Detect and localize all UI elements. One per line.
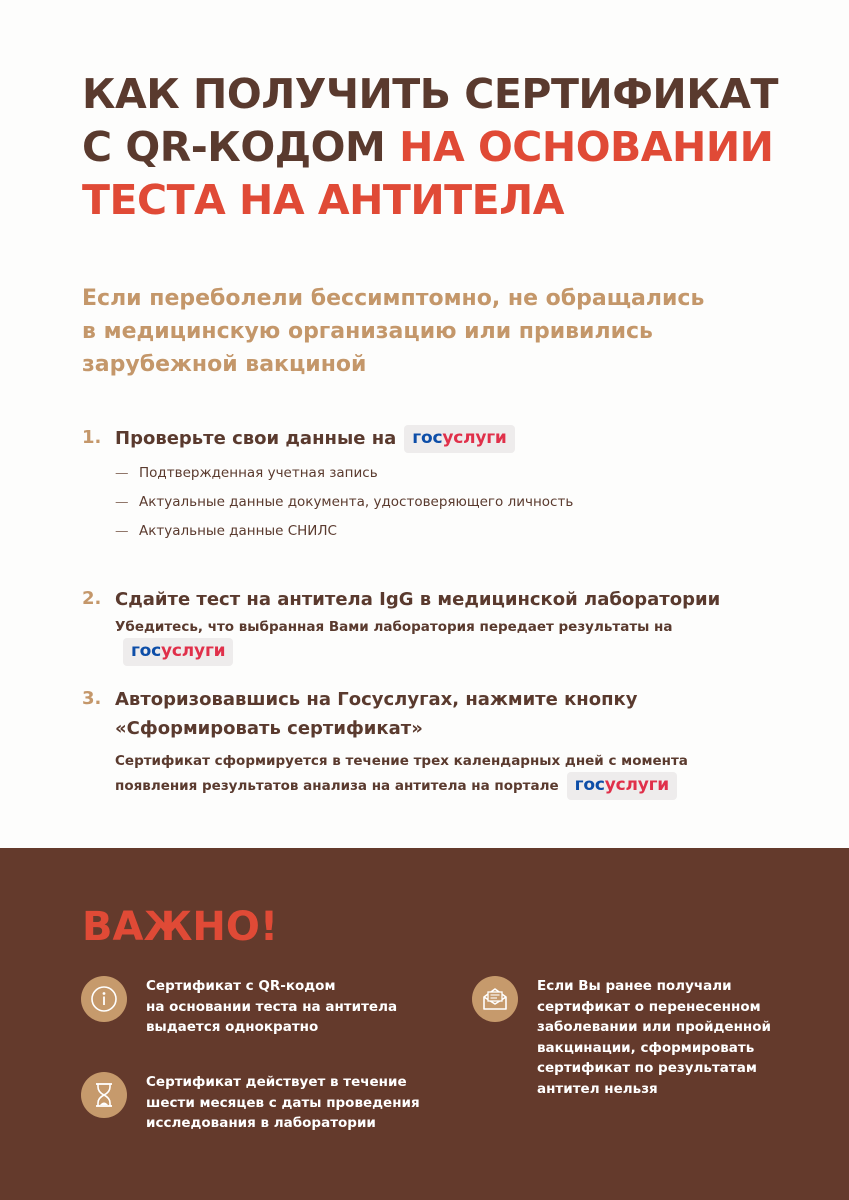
step-3-title-line-2: «Сформировать сертификат» (115, 718, 423, 739)
list-item: — Актуальные данные документа, удостоверяющего личность (115, 488, 782, 517)
important-note-2 (81, 1072, 431, 1142)
important-note-1-text (146, 976, 397, 1038)
step-3-note-line-1: Сертификат сформируется в течение трех календарных дней с момента (115, 753, 688, 769)
note-line: сертификат по результатам (537, 1060, 757, 1076)
subtitle-line-3: зарубежной вакциной (82, 352, 367, 377)
important-note-3 (472, 976, 792, 1106)
step-2-note (115, 617, 782, 666)
note-line: шести месяцев с даты проведения (146, 1094, 420, 1111)
step-1-title (115, 424, 782, 453)
gosuslugi-logo-part1: гос (574, 775, 605, 795)
note-line: заболевании или пройденной (537, 1019, 771, 1035)
step-2-number: 2. (82, 588, 102, 609)
note-line: выдается однократно (146, 1019, 319, 1035)
subtitle-line-1: Если переболели бессимптомно, не обращались (82, 286, 705, 311)
important-note-3-text (537, 976, 771, 1099)
title-line-2-accent: НА ОСНОВАНИИ (399, 123, 774, 171)
page-title (82, 68, 802, 227)
note-line: на основании теста на антитела (146, 998, 398, 1015)
step-3-note-line-2-text: появления результатов анализа на антитела на портале (115, 778, 559, 794)
step-2-note-text: Убедитесь, что выбранная Вами лаборатория передает результаты на (115, 619, 673, 635)
gosuslugi-logo-part2: услуги (442, 428, 507, 448)
important-note-1 (81, 976, 431, 1046)
step-3-note (115, 751, 782, 800)
step-1-checklist (115, 459, 782, 546)
step-3 (82, 685, 782, 800)
info-icon (81, 976, 127, 1022)
step-3-number: 3. (82, 688, 102, 709)
title-line-1: КАК ПОЛУЧИТЬ СЕРТИФИКАТ (82, 70, 778, 118)
step-3-title-line-1: Авторизовавшись на Госуслугах, нажмите кнопку (115, 689, 638, 710)
hourglass-icon (81, 1072, 127, 1118)
title-line-3: ТЕСТА НА АНТИТЕЛА (82, 176, 564, 224)
note-line: исследования в лаборатории (146, 1115, 376, 1131)
title-line-2-plain: С QR-КОДОМ (82, 123, 400, 171)
subtitle-line-2: в медицинскую организацию или привились (82, 319, 653, 344)
important-note-2-text (146, 1072, 420, 1134)
note-line: Сертификат с QR-кодом (146, 978, 336, 994)
note-line: Сертификат действует в течение (146, 1074, 407, 1090)
gosuslugi-logo (404, 425, 514, 453)
gosuslugi-logo-part1: гос (412, 428, 443, 448)
step-1-number: 1. (82, 427, 102, 448)
step-2 (82, 585, 782, 666)
step-1-title-text: Проверьте свои данные на (115, 428, 397, 449)
gosuslugi-logo-part1: гос (131, 641, 162, 661)
subtitle (82, 282, 762, 381)
note-line: Если Вы ранее получали (537, 978, 732, 994)
step-1 (82, 424, 782, 546)
gosuslugi-logo-part2: услуги (604, 775, 669, 795)
gosuslugi-logo (567, 772, 677, 800)
envelope-icon (472, 976, 518, 1022)
step-3-note-line-2 (115, 772, 782, 800)
important-heading: ВАЖНО! (82, 904, 279, 950)
note-line: сертификат о перенесенном (537, 998, 761, 1015)
gosuslugi-logo-part2: услуги (161, 641, 226, 661)
note-line: антител нельзя (537, 1080, 658, 1097)
step-2-title: Сдайте тест на антитела IgG в медицинской лаборатории (115, 589, 721, 610)
gosuslugi-logo (123, 638, 233, 666)
step-3-title (115, 685, 782, 743)
list-item: — Подтвержденная учетная запись (115, 459, 782, 488)
important-panel (0, 848, 849, 1200)
note-line: вакцинации, сформировать (537, 1039, 755, 1056)
list-item: — Актуальные данные СНИЛС (115, 517, 782, 546)
title-line-2 (82, 121, 802, 174)
